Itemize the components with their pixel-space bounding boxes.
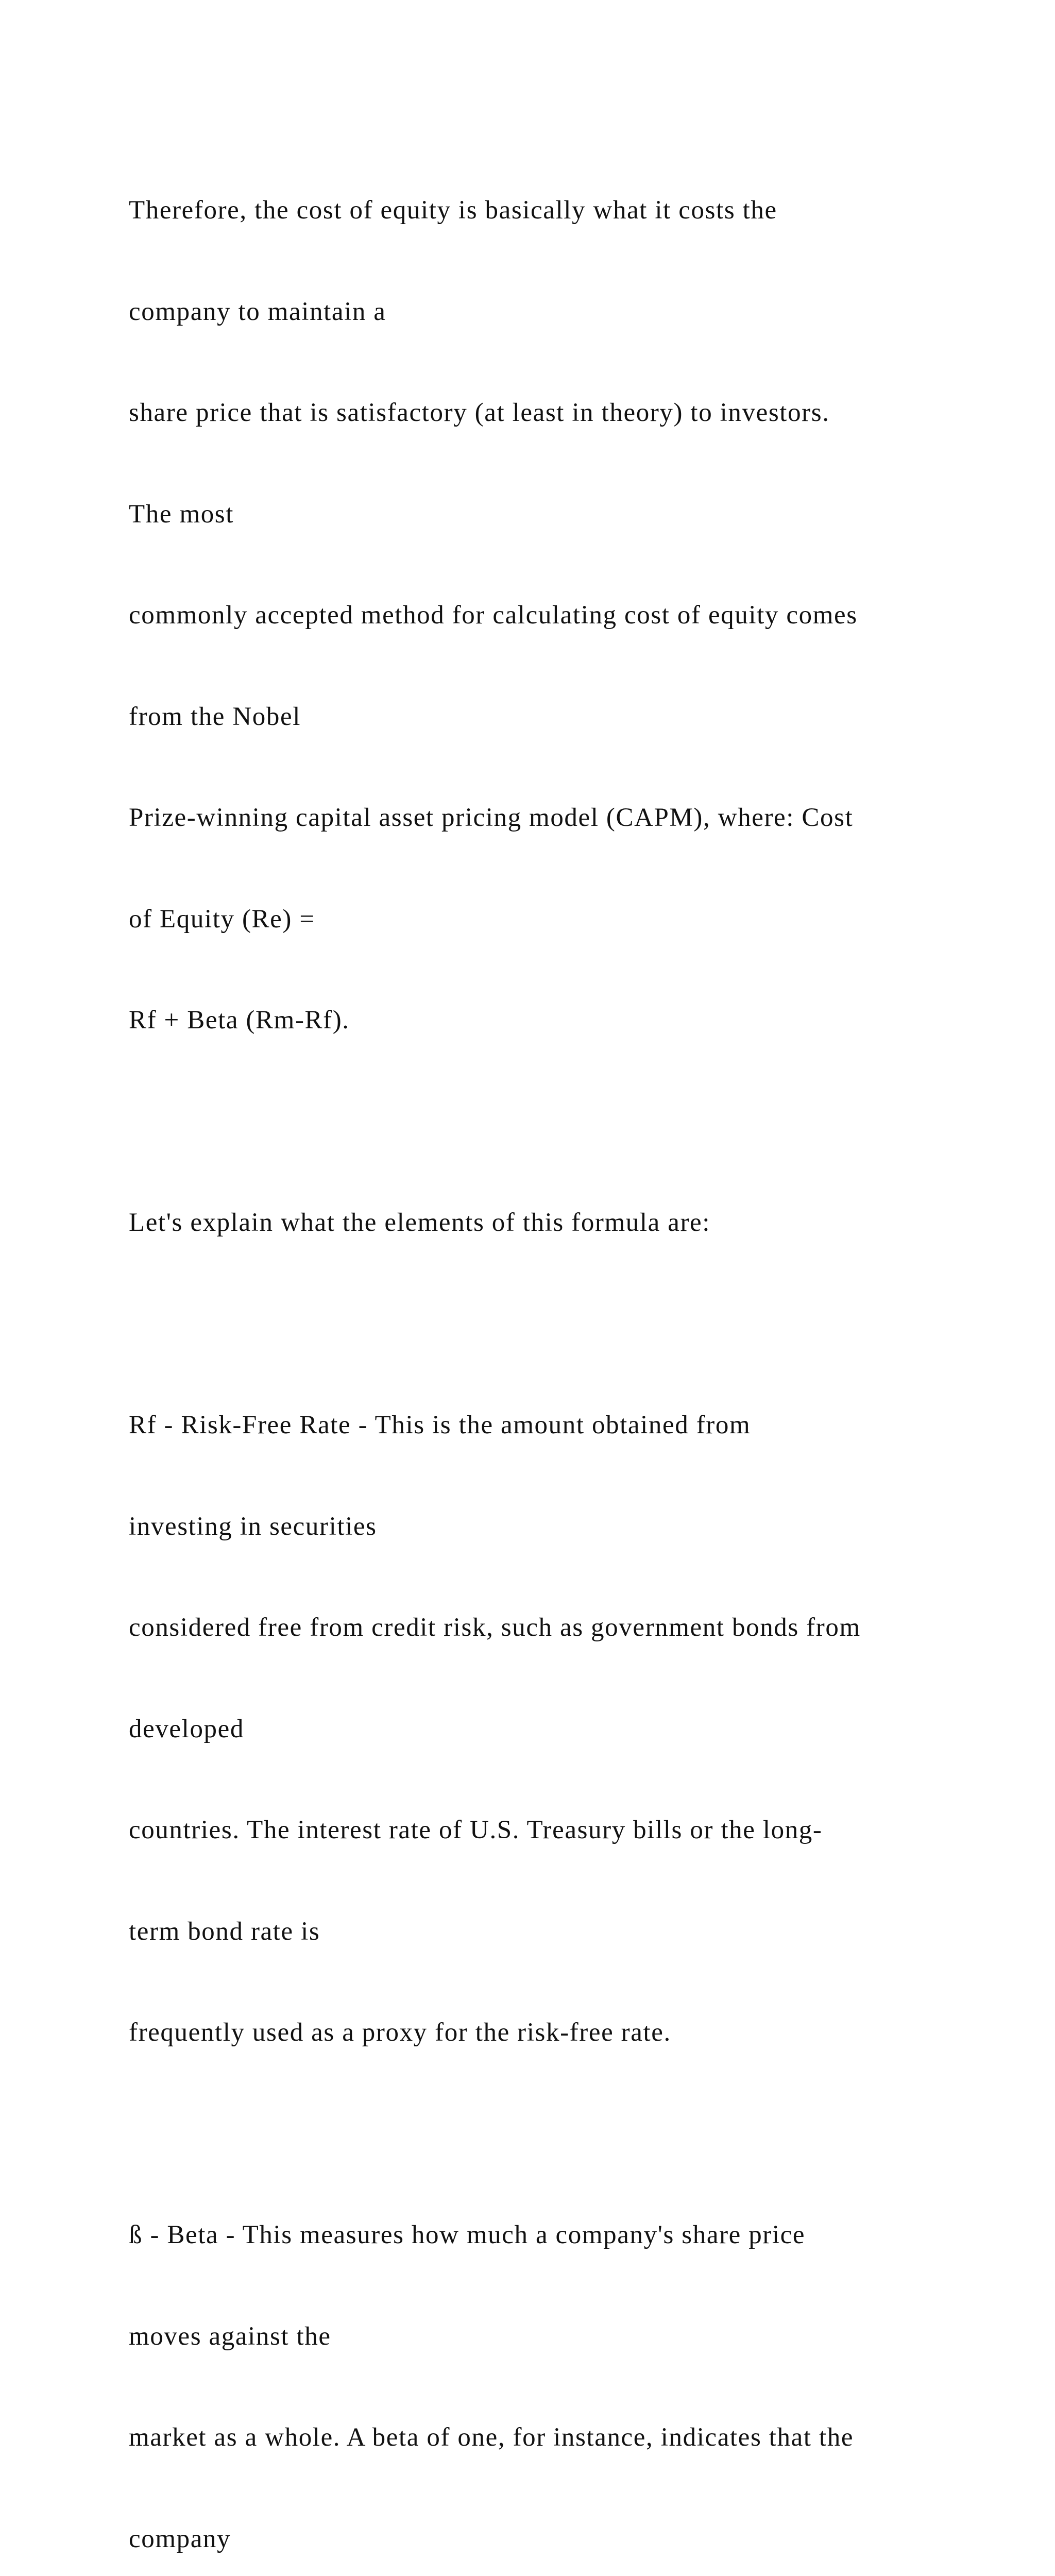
- text-line: company to maintain a: [129, 297, 386, 326]
- blank-line: [129, 1105, 1005, 1139]
- text-line: Therefore, the cost of equity is basically what it costs the: [129, 196, 777, 225]
- text-line: term bond rate is: [129, 1917, 320, 1946]
- text-line: Prize-winning capital asset pricing model (CAPM), where: Cost: [129, 803, 854, 832]
- document-body-text: [129, 126, 1005, 2576]
- text-line: developed: [129, 1714, 244, 1743]
- text-line: from the Nobel: [129, 702, 301, 731]
- text-line: ß - Beta - This measures how much a company's share price: [129, 2221, 806, 2249]
- text-line: share price that is satisfactory (at least in theory) to investors.: [129, 398, 830, 427]
- text-line: company: [129, 2524, 231, 2553]
- text-line: moves against the: [129, 2321, 331, 2351]
- blank-line: [129, 2117, 1005, 2151]
- text-line: Rf - Risk-Free Rate - This is the amount obtained from: [129, 1411, 751, 1439]
- text-line: Let's explain what the elements of this formula are:: [129, 1208, 711, 1237]
- text-line: considered free from credit risk, such as government bonds from: [129, 1613, 861, 1642]
- text-line: investing in securities: [129, 1512, 377, 1541]
- text-line: countries. The interest rate of U.S. Treasury bills or the long-: [129, 1816, 823, 1844]
- text-line: frequently used as a proxy for the risk-free rate.: [129, 2018, 671, 2047]
- blank-line: [129, 1308, 1005, 1342]
- text-line: Rf + Beta (Rm-Rf).: [129, 1006, 350, 1035]
- text-line: of Equity (Re) =: [129, 904, 315, 934]
- text-line: commonly accepted method for calculating cost of equity comes: [129, 601, 858, 630]
- text-line: The most: [129, 499, 234, 529]
- text-line: market as a whole. A beta of one, for instance, indicates that the: [129, 2423, 854, 2452]
